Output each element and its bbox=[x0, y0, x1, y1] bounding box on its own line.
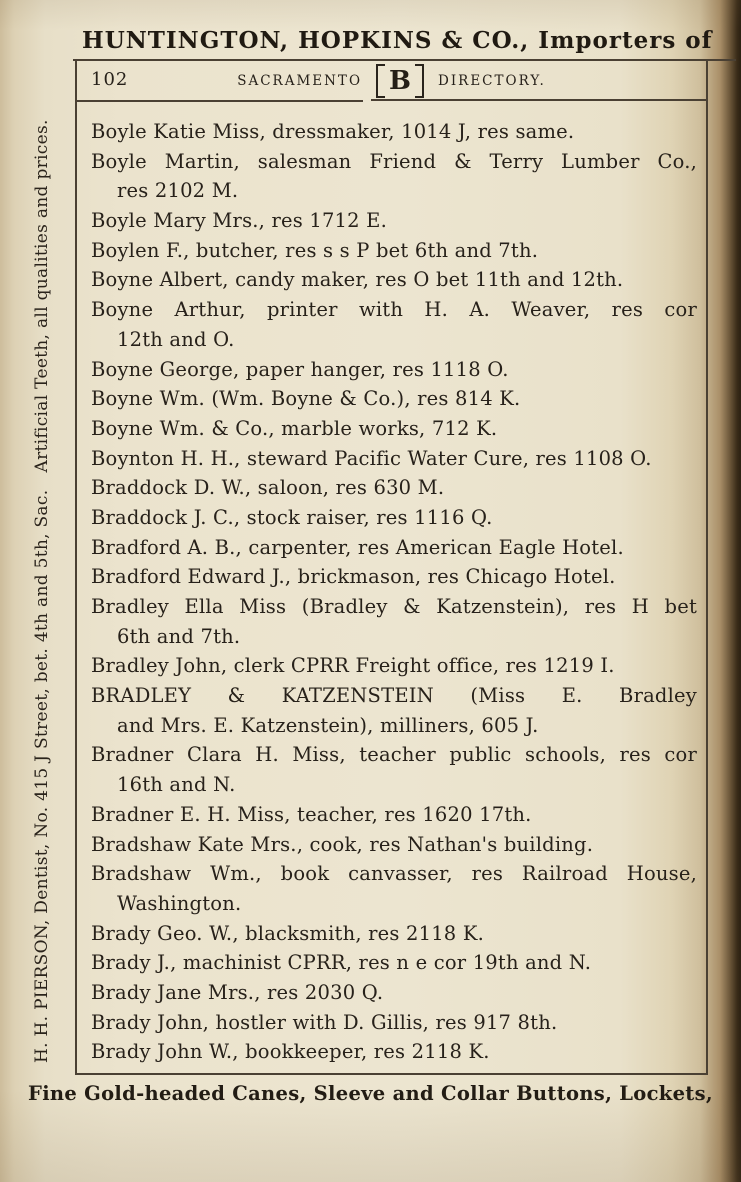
page-number: 102 bbox=[91, 69, 129, 90]
directory-entry-line: Bradley John, clerk CPRR Freight office, res 1219 I. bbox=[91, 654, 615, 678]
directory-entry-line: Bradley Ella Miss (Bradley & Katzenstein), res H bet bbox=[91, 595, 697, 618]
directory-entry-line: Brady John W., bookkeeper, res 2118 K. bbox=[91, 1040, 490, 1064]
directory-entry-line: Brady Geo. W., blacksmith, res 2118 K. bbox=[91, 921, 484, 945]
directory-entry-line: Brady J., machinist CPRR, res n e cor 19th and N. bbox=[91, 951, 592, 975]
directory-entry-line: Boyne Wm. (Wm. Boyne & Co.), res 814 K. bbox=[91, 387, 521, 411]
directory-entry-line: BRADLEY & KATZENSTEIN (Miss E. Bradley bbox=[91, 684, 697, 708]
directory-entry-line: Washington. bbox=[117, 891, 242, 915]
directory-entry-line: Bradshaw Kate Mrs., cook, res Nathan's building. bbox=[91, 832, 594, 856]
side-margin-ad: H. H. PIERSON, Dentist, No. 415 J Street, bet. 4th and 5th, Sac. Artificial Teeth, all qualities and prices. bbox=[32, 119, 52, 1063]
directory-entry-line: Bradner Clara H. Miss, teacher public schools, res cor bbox=[91, 743, 697, 767]
directory-entry-line: Boylen F., butcher, res s s P bet 6th and 7th. bbox=[91, 238, 539, 262]
directory-entry-line: Brady Jane Mrs., res 2030 Q. bbox=[91, 980, 384, 1004]
directory-entry-line: Braddock J. C., stock raiser, res 1116 Q. bbox=[91, 505, 493, 529]
right-bracket-icon bbox=[415, 64, 424, 98]
directory-entry-line: and Mrs. E. Katzenstein), milliners, 605 J. bbox=[117, 713, 539, 737]
directory-entry-line: 12th and O. bbox=[117, 327, 235, 351]
directory-entry-list bbox=[91, 103, 697, 1067]
section-letter-badge bbox=[376, 64, 424, 98]
header-rule-right bbox=[371, 99, 706, 101]
section-letter: B bbox=[389, 66, 411, 96]
directory-entry-line: 6th and 7th. bbox=[117, 624, 241, 648]
directory-entry-line: Boyle Martin, salesman Friend & Terry Lumber Co., bbox=[91, 149, 697, 173]
header-rule-left bbox=[75, 100, 363, 102]
directory-entry-line: Boyne George, paper hanger, res 1118 O. bbox=[91, 357, 509, 381]
directory-entry-line: res 2102 M. bbox=[117, 179, 239, 203]
directory-entry-line: Boyle Katie Miss, dressmaker, 1014 J, res same. bbox=[91, 120, 575, 143]
directory-entry-line: Bradshaw Wm., book canvasser, res Railroad House, bbox=[91, 862, 697, 886]
directory-entry-line: Bradner E. H. Miss, teacher, res 1620 17th. bbox=[91, 802, 532, 826]
top-banner-ad: HUNTINGTON, HOPKINS & CO., Importers of bbox=[82, 27, 713, 54]
bottom-banner-ad: Fine Gold-headed Canes, Sleeve and Collar Buttons, Lockets, bbox=[28, 1082, 713, 1105]
directory-entry-line: Boyne Albert, candy maker, res O bet 11th and 12th. bbox=[91, 268, 624, 292]
directory-title-book: DIRECTORY. bbox=[438, 73, 546, 89]
directory-entry-line: Braddock D. W., saloon, res 630 M. bbox=[91, 476, 445, 500]
directory-entry-line: Brady John, hostler with D. Gillis, res 917 8th. bbox=[91, 1010, 558, 1034]
directory-title-city: SACRAMENTO bbox=[237, 73, 363, 89]
left-bracket-icon bbox=[376, 64, 385, 98]
directory-entry-line: 16th and N. bbox=[117, 773, 236, 797]
directory-entry-line: Bradford Edward J., brickmason, res Chicago Hotel. bbox=[91, 565, 616, 589]
directory-entry-line: Boyne Arthur, printer with H. A. Weaver, res cor bbox=[91, 298, 697, 322]
directory-title bbox=[77, 61, 706, 101]
directory-entry-line: Bradford A. B., carpenter, res American Eagle Hotel. bbox=[91, 535, 624, 559]
directory-entry-line: Boyle Mary Mrs., res 1712 E. bbox=[91, 209, 388, 233]
directory-entry-line: Boynton H. H., steward Pacific Water Cure, res 1108 O. bbox=[91, 446, 652, 470]
directory-entry-line: Boyne Wm. & Co., marble works, 712 K. bbox=[91, 416, 498, 440]
